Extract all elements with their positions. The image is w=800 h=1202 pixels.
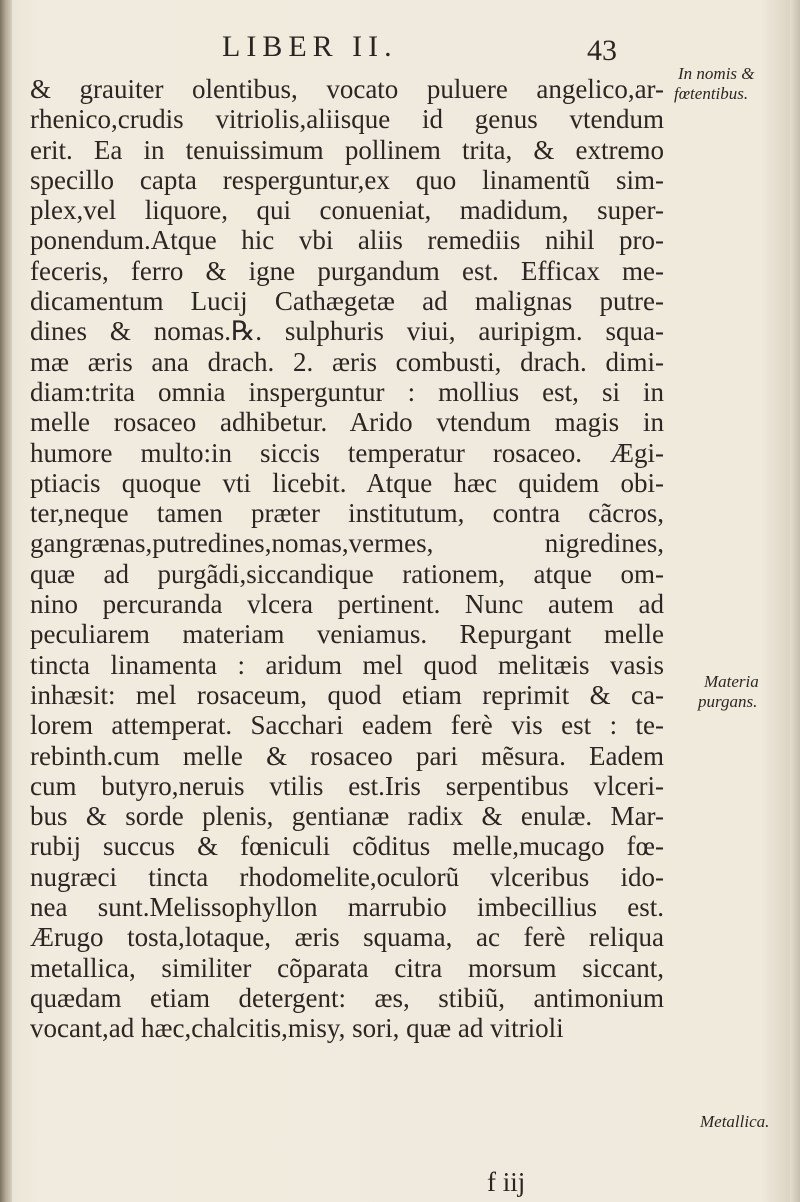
text-line: melle rosaceo adhibetur. Arido vtendum magis in	[30, 407, 664, 438]
margin-note-nomis	[674, 64, 755, 104]
text-line: rebinth.cum melle & rosaceo pari mẽsura. Eadem	[30, 740, 664, 771]
text-line: vocant,ad hæc,chalcitis,misy, sori, quæ ad vitrioli	[30, 1013, 564, 1044]
text-line: quæ ad purgãdi,siccandique rationem, atque om-	[30, 558, 664, 589]
text-line: rhenico,crudis vitriolis,aliisque id genus vtendum	[30, 104, 664, 135]
margin-note-line: Metallica.	[700, 1112, 770, 1131]
text-line: humore multo:in siccis temperatur rosaceo. Ægi-	[30, 437, 664, 468]
text-line: dines & nomas.℞. sulphuris viui, auripigm. squa-	[30, 316, 664, 347]
text-line: gangrænas,putredines,nomas,vermes, nigredines,	[30, 528, 664, 559]
text-line: feceris, ferro & igne purgandum est. Efficax me-	[30, 255, 664, 286]
page-number: 43	[587, 34, 617, 67]
text-line: cum butyro,neruis vtilis est.Iris serpentibus vlceri-	[30, 770, 664, 801]
text-line: nino percuranda vlcera pertinent. Nunc autem ad	[30, 589, 664, 620]
margin-note-line: Materia	[704, 672, 759, 691]
margin-note-metallica	[700, 1112, 769, 1132]
margin-note-line: purgans.	[698, 692, 758, 711]
text-line: Ærugo tosta,lotaque, æris squama, ac ferè reliqua	[30, 922, 664, 953]
text-line: ptiacis quoque vti licebit. Atque hæc quidem obi-	[30, 467, 664, 498]
margin-note-line: In nomis &	[678, 64, 755, 83]
text-line: nea sunt.Melissophyllon marrubio imbecillius est.	[30, 892, 664, 923]
text-line: rubij succus & fœniculi cõditus melle,mucago fœ-	[30, 831, 664, 862]
text-line: peculiarem materiam veniamus. Repurgant melle	[30, 619, 664, 650]
running-title: LIBER II.	[222, 30, 398, 63]
signature-mark: f iij	[487, 1167, 526, 1197]
text-line: ponendum.Atque hic vbi aliis remediis nihil pro-	[30, 225, 664, 256]
text-line: tincta linamenta : aridum mel quod melitæis vasis	[30, 649, 664, 680]
text-line: bus & sorde plenis, gentianæ radix & enulæ. Mar-	[30, 801, 664, 832]
text-line: dicamentum Lucij Cathægetæ ad malignas putre-	[30, 286, 664, 317]
text-line: quædam etiam detergent: æs, stibiũ, antimonium	[30, 982, 664, 1013]
page-edge	[790, 0, 800, 1202]
text-line: mæ æris ana drach. 2. æris combusti, drach. dimi-	[30, 346, 664, 377]
text-line: inhæsit: mel rosaceum, quod etiam reprimit & ca-	[30, 679, 664, 710]
margin-note-line: fœtentibus.	[674, 84, 749, 103]
text-line: & grauiter olentibus, vocato puluere angelico,ar-	[30, 74, 664, 104]
text-line: specillo capta resperguntur,ex quo linamentũ sim-	[30, 164, 664, 195]
text-line: plex,vel liquore, qui conueniat, madidum, super-	[30, 195, 664, 226]
text-line: nugræci tincta rhodomelite,oculorũ vlceribus ido-	[30, 861, 664, 892]
text-line: diam:trita omnia insperguntur : mollius est, si in	[30, 376, 664, 407]
text-line: lorem attemperat. Sacchari eadem ferè vis est : te-	[30, 710, 664, 741]
text-line: ter,neque tamen præter institutum, contra cãcros,	[30, 498, 664, 529]
main-text-block	[30, 74, 664, 1044]
text-line: metallica, similiter cõparata citra morsum siccant,	[30, 952, 664, 983]
margin-note-materia	[698, 672, 759, 712]
binding-gutter	[0, 0, 12, 1202]
text-line: erit. Ea in tenuissimum pollinem trita, & extremo	[30, 134, 664, 165]
